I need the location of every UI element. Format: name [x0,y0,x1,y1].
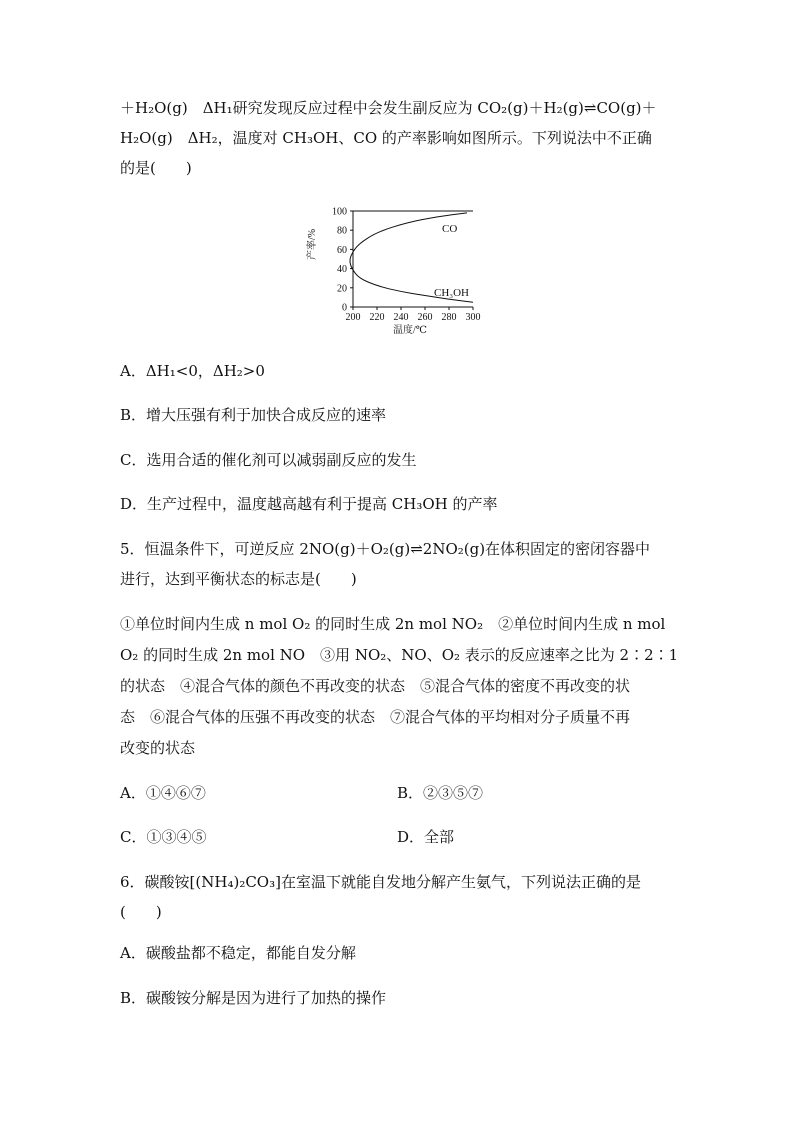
q4-line-2: H₂O(g) ΔH₂，温度对 CH₃OH、CO 的产率影响如图所示。下列说法中不正确 [120,129,652,147]
q5-line-4: O₂ 的同时生成 2n mol NO ③用 NO₂、NO、O₂ 表示的反应速率之比为 2∶2∶1 [120,646,679,664]
q4-option-b: B．增大压强有利于加快合成反应的速率 [120,406,387,424]
q4-option-c: C．选用合适的催化剂可以减弱副反应的发生 [120,451,417,469]
x-tick-label: 260 [417,312,433,323]
q6-line-1: 6．碳酸铵[(NH₄)₂CO₃]在室温下就能自发地分解产生氨气，下列说法正确的是 [120,873,641,891]
q5-line-3: ①单位时间内生成 n mol O₂ 的同时生成 2n mol NO₂ ②单位时间内生成 n mol [120,615,666,633]
y-tick-label: 20 [337,283,347,295]
x-tick-label: 200 [345,312,361,323]
y-tick-label: 100 [332,206,347,218]
q4-line-3: 的是( ) [120,159,192,177]
q4-line-1: ＋H₂O(g) ΔH₁研究发现反应过程中会发生副反应为 CO₂(g)＋H₂(g)⇌CO(g)＋ [120,99,657,117]
q6-option-b: B．碳酸铵分解是因为进行了加热的操作 [120,989,387,1007]
y-tick-label: 80 [337,225,347,237]
chart-ticks [332,207,481,324]
x-tick-label: 280 [441,312,457,323]
q5-option-d: D．全部 [397,828,455,846]
q5-line-5: 的状态 ④混合气体的颜色不再改变的状态 ⑤混合气体的密度不再改变的状 [120,677,631,695]
q5-line-2: 进行，达到平衡状态的标志是( ) [120,570,357,588]
q6-line-2: ( ) [120,903,162,921]
y-tick-label: 60 [337,244,347,256]
y-tick-label: 0 [342,302,347,314]
q4-option-a: A．ΔH₁<0，ΔH₂>0 [120,362,265,380]
q5-line-6: 态 ⑥混合气体的压强不再改变的状态 ⑦混合气体的平均相对分子质量不再 [120,708,631,726]
x-axis-label: 温度/℃ [393,325,427,336]
q5-option-b: B．②③⑤⑦ [397,784,484,802]
q5-line-7: 改变的状态 [120,739,196,757]
x-tick-label: 300 [465,312,481,323]
y-tick-label: 40 [337,264,347,276]
yield-temperature-chart [305,200,485,340]
x-tick-label: 220 [369,312,385,323]
q5-option-c: C．①③④⑤ [120,828,207,846]
q5-option-a: A．①④⑥⑦ [120,784,206,802]
x-tick-label: 240 [393,312,409,323]
q6-option-a: A．碳酸盐都不稳定，都能自发分解 [120,944,356,962]
series-label-ch3oh: CH₃OH [434,287,470,299]
q5-line-1: 5．恒温条件下，可逆反应 2NO(g)＋O₂(g)⇌2NO₂(g)在体积固定的密闭容器中 [120,540,651,558]
y-axis-label: 产率/% [307,228,318,260]
series-label-co: CO [442,223,458,235]
q4-option-d: D．生产过程中，温度越高越有利于提高 CH₃OH 的产率 [120,495,498,513]
